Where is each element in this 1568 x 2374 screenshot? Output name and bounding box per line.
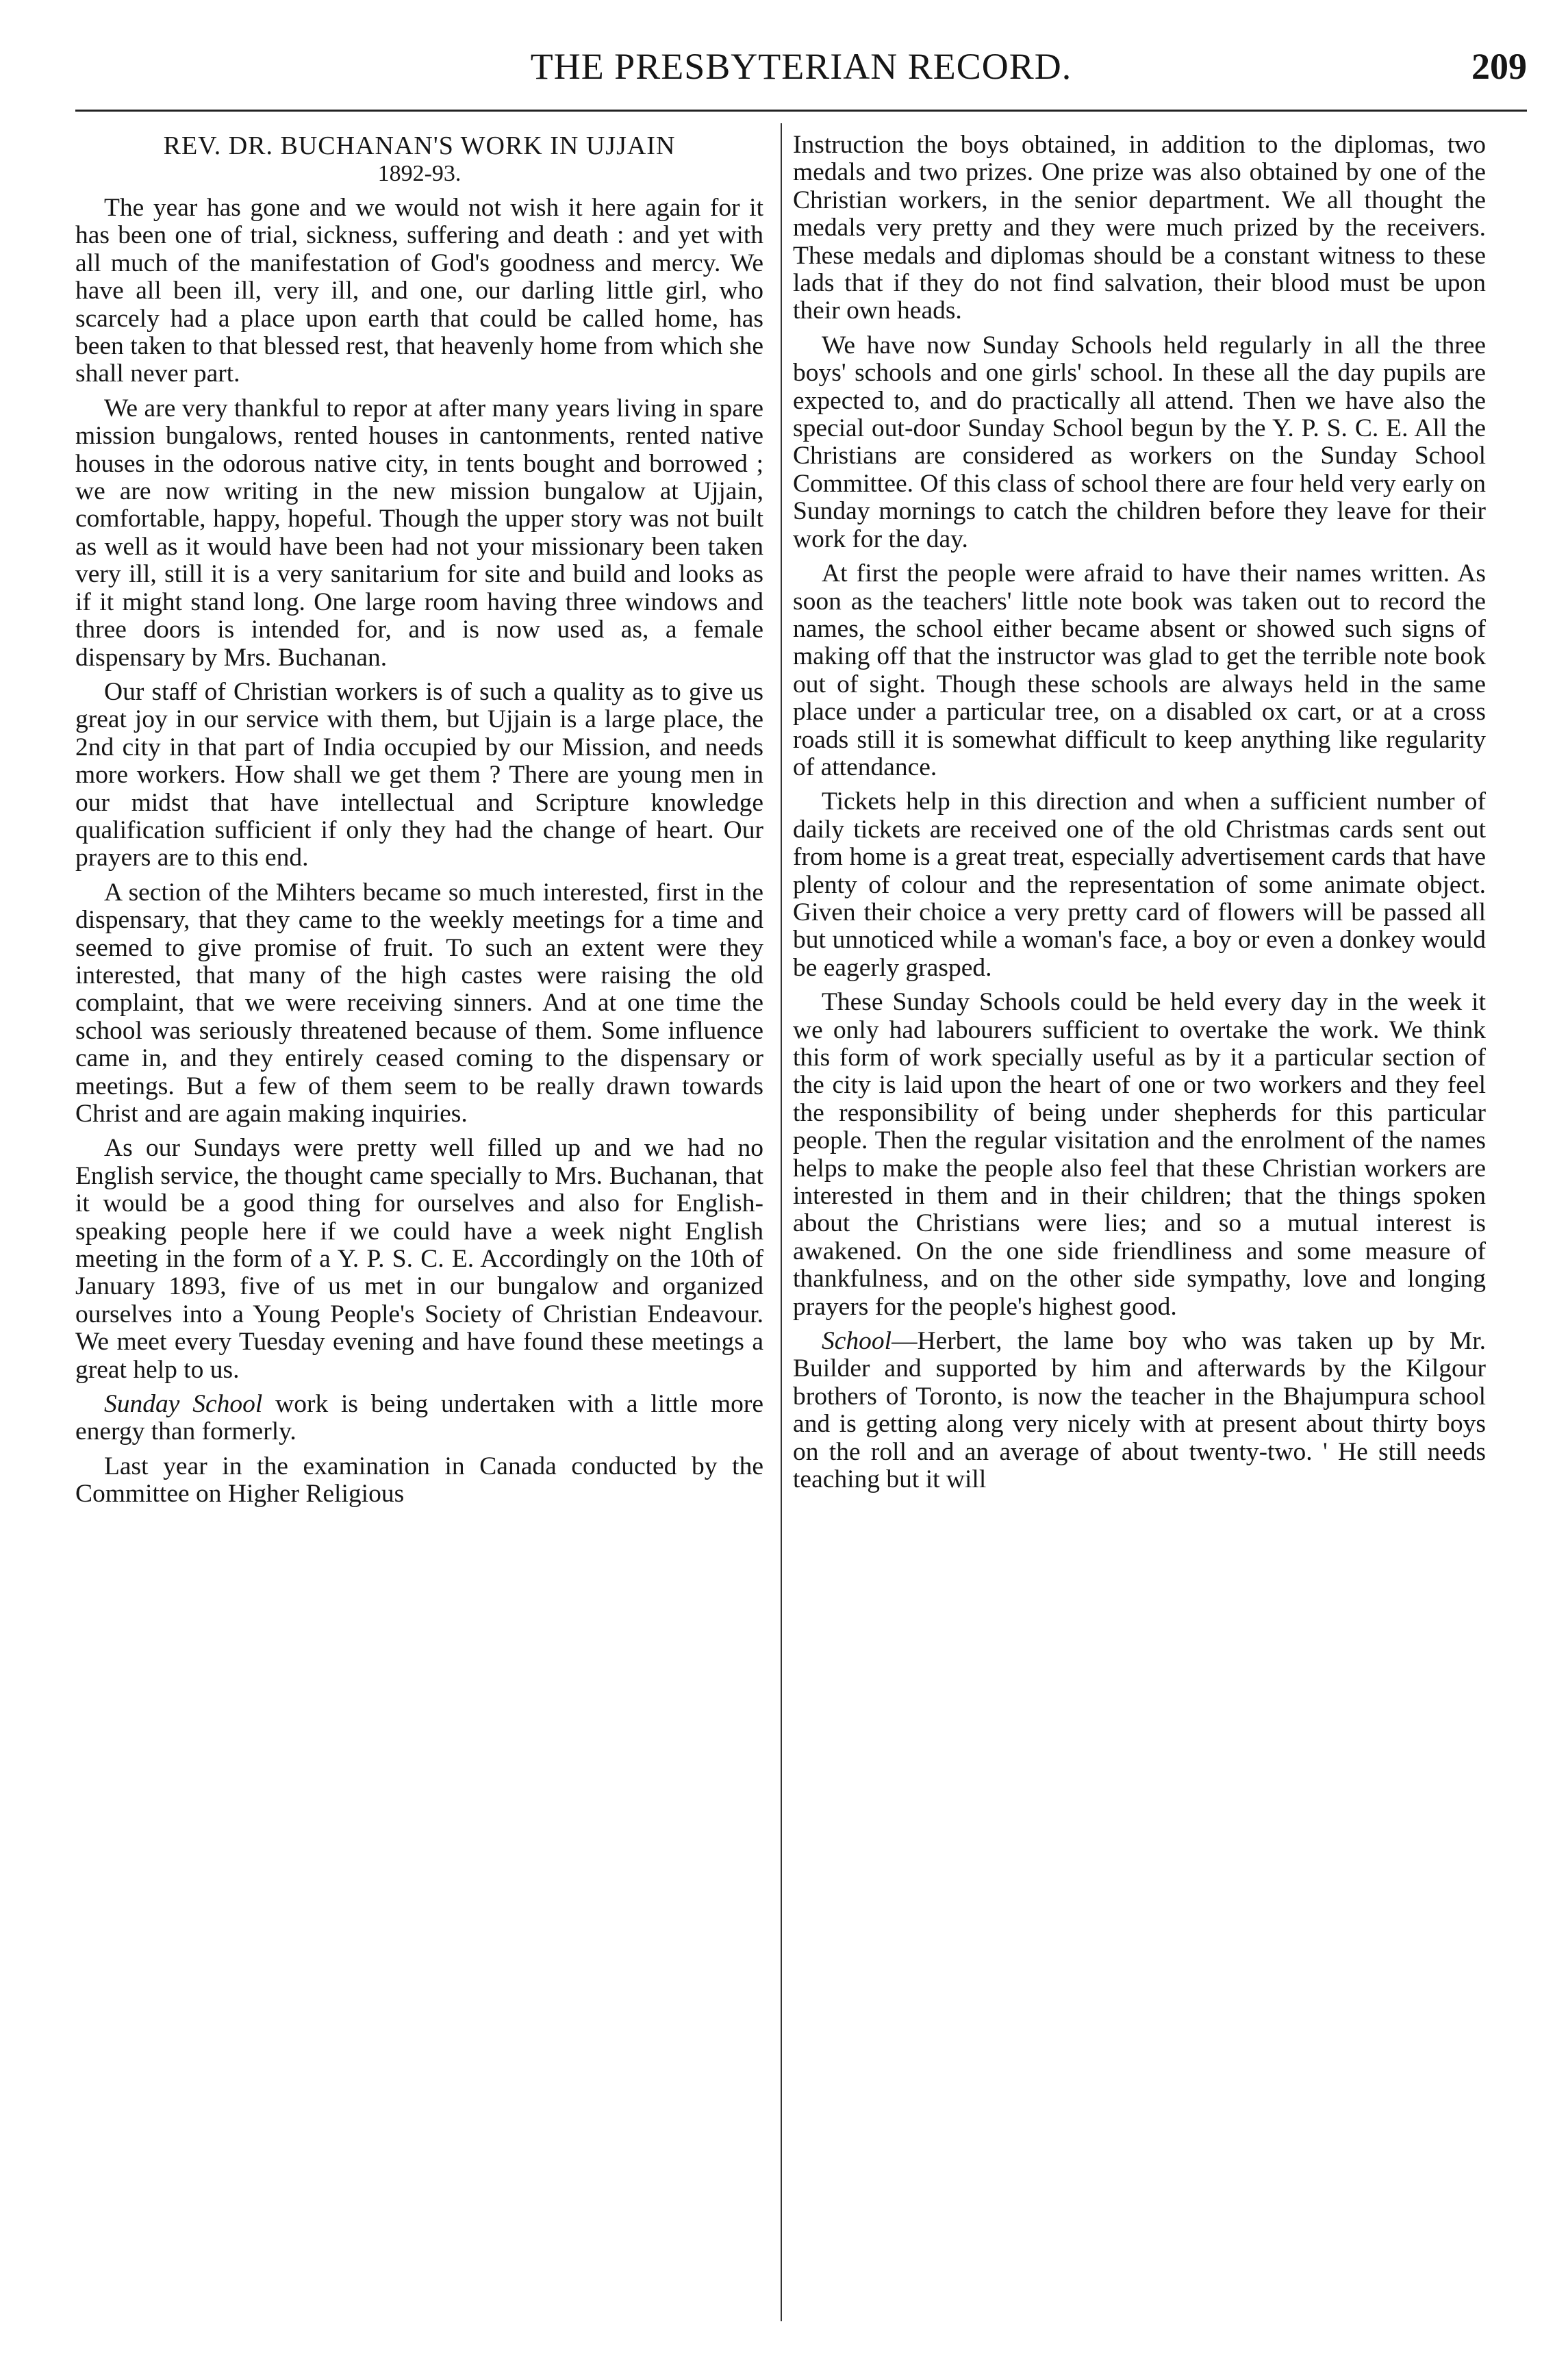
right-column (793, 131, 1486, 1494)
school-text: —Herbert, the lame boy who was taken up by Mr. Builder and supported by him and afterwards by the Kilgour brothers of Toronto, is now the teacher in the Bhajumpura school and is getting along very nicely with at present about thirty boys on the roll and an average of about twenty-two. ' He still needs teaching but it will (793, 1327, 1486, 1494)
article-years: 1892-93. (377, 161, 461, 186)
paragraph: Last year in the examination in Canada conducted by the Committee on Higher Religious (75, 1452, 763, 1508)
paragraph: The year has gone and we would not wish it here again for it has been one of trial, sickness, suffering and death : and yet with all much of the manifestation of God's goodness and mercy. We have all been ill, very ill, and one, our darling little girl, who scarcely had a place upon earth that could be called home, has been taken to that blessed rest, that heavenly home from which she shall never part. (75, 194, 763, 388)
paragraph: Instruction the boys obtained, in addition to the diplomas, two medals and two prizes. One prize was also obtained by one of the Christian workers, in the senior department. We all thought the medals very pretty and they were much prized by the receivers. These medals and diplomas should be a constant witness to these lads that if they do not find salvation, their blood must be upon their own heads. (793, 131, 1486, 325)
paragraph: These Sunday Schools could be held every day in the week it we only had labourers sufficient to overtake the work. We think this form of work specially useful as by it a particular section of the city is laid upon the heart of one or two workers and they feel the responsibility of being under shepherds for this particular people. Then the regular visitation and the enrolment of the names helps to make the people also feel that these Christian workers are interested in them and in their children; that the things spoken about the Christians were lies; and so a mutual interest is awakened. On the one side friendliness and some measure of thankfulness, and on the other side sympathy, love and longing prayers for the people's highest good. (793, 988, 1486, 1321)
paragraph: At first the people were afraid to have their names written. As soon as the teachers' little note book was taken out to record the names, the school either became absent or showed such signs of making off that the instructor was glad to get the terrible note book out of sight. Though these schools are always held in the same place under a particular tree, on a disabled ox cart, or at a cross roads still it is somewhat difficult to keep anything like regularity of attendance. (793, 559, 1486, 781)
left-column (75, 131, 763, 1508)
journal-title: THE PRESBYTERIAN RECORD. (530, 46, 1072, 87)
school-heading: School (822, 1327, 892, 1356)
paragraph: As our Sundays were pretty well filled up and we had no English service, the thought came specially to Mrs. Buchanan, that it would be a good thing for ourselves and also for English-speaking people here if we could have a week night English meeting in the form of a Y. P. S. C. E. Accordingly on the 10th of January 1893, five of us met in our bungalow and organized ourselves into a Young People's Society of Christian Endeavour. We meet every Tuesday evening and have found these meetings a great help to us. (75, 1134, 763, 1384)
page-number: 209 (1471, 46, 1527, 87)
header-rule (75, 110, 1527, 112)
paragraph: A section of the Mihters became so much interested, first in the dispensary, that they came to the weekly meetings for a time and seemed to give promise of fruit. To such an extent were they interested, that many of the high castes were raising the old complaint, that we were receiving sinners. And at one time the school was seriously threatened because of them. Some influence came in, and they entirely ceased coming to the dispensary or meetings. But a few of them seem to be really drawn towards Christ and are again making inquiries. (75, 878, 763, 1128)
paragraph: We have now Sunday Schools held regularly in all the three boys' schools and one girls' school. In these all the day pupils are expected to, and do practically all attend. Then we have also the special out-door Sunday School begun by the Y. P. S. C. E. All the Christians are considered as workers on the Sunday School Committee. Of this class of school there are four held very early on Sunday mornings to catch the children before they leave for their work for the day. (793, 331, 1486, 553)
sunday-school-text: work is being undertaken with a little more energy than formerly. (75, 1390, 763, 1446)
running-header (75, 42, 1527, 90)
paragraph: We are very thankful to repor at after many years living in spare mission bungalows, rented houses in cantonments, rented native houses in the odorous native city, in tents bought and borrowed ; we are now writing in the new mission bungalow at Ujjain, comfortable, happy, hopeful. Though the upper story was not built as well as it would have been had not your missionary been taken very ill, still it is a very sanitarium for site and build and looks as if it might stand long. One large room having three windows and three doors is intended for, and is now used as, a female dispensary by Mrs. Buchanan. (75, 394, 763, 672)
sunday-school-heading: Sunday School (104, 1390, 263, 1419)
paragraph: Our staff of Christian workers is of such a quality as to give us great joy in our service with them, but Ujjain is a large place, the 2nd city in that part of India occupied by our Mission, and needs more workers. How shall we get them ? There are young men in our midst that have intellectual and Scripture knowledge qualification sufficient if only they had the change of heart. Our prayers are to this end. (75, 677, 763, 872)
column-divider (781, 123, 782, 2321)
article-title: REV. DR. BUCHANAN'S WORK IN UJJAIN (163, 131, 676, 160)
paragraph (793, 1328, 1486, 1493)
paragraph (75, 1391, 763, 1446)
paragraph: Tickets help in this direction and when a sufficient number of daily tickets are received one of the old Christmas cards sent out from home is a great treat, especially advertisement cards that have plenty of colour and the representation of some animate object. Given their choice a very pretty card of flowers will be passed all but unnoticed while a woman's face, a boy or even a donkey would be eagerly grasped. (793, 787, 1486, 982)
